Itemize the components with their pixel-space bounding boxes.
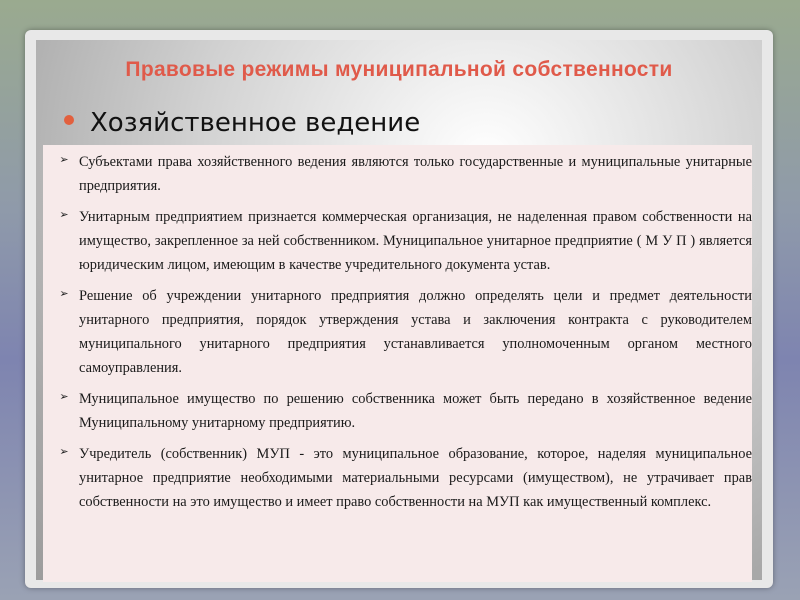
arrow-bullet-icon: ➢ (59, 208, 69, 221)
list-item (43, 387, 752, 435)
list-item-text: Унитарным предприятием признается коммерческая организация, не наделенная правом собственности на имущество, закрепленное за ней собственником. Муниципальное унитарное предприятие ( М У П ) является юридическим лицом, имеющим в качестве учредительного документа устав. (79, 209, 752, 273)
content-box (43, 145, 752, 582)
list-item-text: Решение об учреждении унитарного предприятия должно определять цели и предмет деятельности унитарного предприятия, порядок утверждения устава и заключения контракта с руководителем муниципального унитарного предприятия устанавливается уполномоченным органом местного самоуправления. (79, 288, 752, 376)
slide-subtitle: Хозяйственное ведение (90, 108, 421, 138)
arrow-bullet-icon: ➢ (59, 153, 69, 166)
arrow-bullet-icon: ➢ (59, 445, 69, 458)
list-item-text: Учредитель (собственник) МУП - это муниципальное образование, которое, наделяя муниципальное унитарное предприятие необходимыми материальными ресурсами (имуществом), не утрачивает прав собственности на это имущество и имеет право собственности на МУП как имущественный комплекс. (79, 446, 752, 510)
list-item-text: Субъектами права хозяйственного ведения являются только государственные и муниципальные унитарные предприятия. (79, 154, 752, 194)
list-item-text: Муниципальное имущество по решению собственника может быть передано в хозяйственное ведение Муниципальному унитарному предприятию. (79, 391, 752, 431)
list-item (43, 442, 752, 514)
slide-title: Правовые режимы муниципальной собственности (125, 58, 673, 81)
bullet-dot-icon (64, 115, 74, 125)
list-item (43, 205, 752, 277)
list-item (43, 284, 752, 380)
arrow-bullet-icon: ➢ (59, 390, 69, 403)
subtitle-row (64, 108, 420, 138)
list-item (43, 150, 752, 198)
arrow-bullet-icon: ➢ (59, 287, 69, 300)
